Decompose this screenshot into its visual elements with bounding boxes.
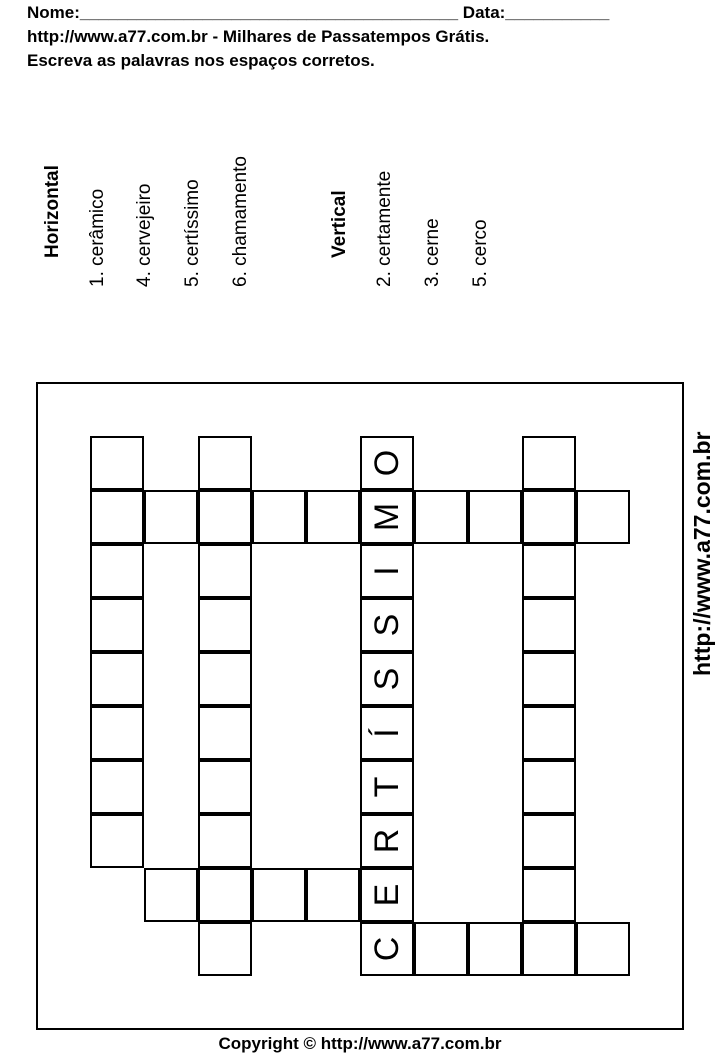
grid-cell[interactable]: [522, 598, 576, 652]
clue-vertical-2: 2. certamente: [374, 170, 395, 287]
grid-cell[interactable]: [360, 922, 414, 976]
grid-cell[interactable]: [468, 922, 522, 976]
grid-cell[interactable]: [522, 706, 576, 760]
puzzle-frame: [36, 382, 684, 1030]
grid-cell[interactable]: [198, 490, 252, 544]
name-date-line: Nome:________________________________________ Data:___________: [27, 3, 610, 22]
grid-letter: Í: [368, 728, 406, 738]
grid-cell[interactable]: [198, 598, 252, 652]
grid-cell[interactable]: [198, 706, 252, 760]
grid-cell[interactable]: [198, 814, 252, 868]
grid-cell[interactable]: [144, 490, 198, 544]
clue-horizontal-4: 4. cervejeiro: [134, 183, 155, 287]
grid-cell[interactable]: [90, 814, 144, 868]
grid-letter: S: [368, 613, 406, 637]
clue-horizontal-1: 1. cerâmico: [87, 188, 108, 287]
grid-cell[interactable]: [360, 706, 414, 760]
grid-letter: E: [368, 883, 406, 907]
grid-cell[interactable]: [360, 868, 414, 922]
grid-cell[interactable]: [252, 490, 306, 544]
instructions: Escreva as palavras nos espaços corretos.: [27, 51, 375, 70]
grid-letter: T: [368, 776, 406, 798]
grid-cell[interactable]: [576, 490, 630, 544]
grid-cell[interactable]: [522, 814, 576, 868]
grid-cell[interactable]: [90, 436, 144, 490]
grid-cell[interactable]: [414, 490, 468, 544]
grid-cell[interactable]: [90, 544, 144, 598]
grid-cell[interactable]: [414, 922, 468, 976]
grid-cell[interactable]: [90, 490, 144, 544]
grid-cell[interactable]: [522, 544, 576, 598]
grid-letter: R: [368, 828, 406, 854]
grid-cell[interactable]: [198, 436, 252, 490]
grid-cell[interactable]: [144, 868, 198, 922]
clue-vertical-3: 3. cerne: [422, 218, 443, 287]
grid-cell[interactable]: [198, 544, 252, 598]
grid-letter: C: [368, 936, 406, 962]
grid-letter: O: [368, 449, 406, 477]
grid-cell[interactable]: [522, 436, 576, 490]
grid-letter: I: [368, 566, 406, 576]
grid-cell[interactable]: [90, 760, 144, 814]
grid-cell[interactable]: [360, 760, 414, 814]
grid-cell[interactable]: [360, 436, 414, 490]
grid-cell[interactable]: [360, 544, 414, 598]
grid-cell[interactable]: [522, 868, 576, 922]
grid-cell[interactable]: [522, 652, 576, 706]
clue-vertical-5: 5. cerco: [470, 219, 491, 287]
grid-cell[interactable]: [198, 922, 252, 976]
grid-cell[interactable]: [360, 652, 414, 706]
horizontal-title: Horizontal: [42, 165, 63, 258]
grid-cell[interactable]: [522, 922, 576, 976]
vertical-title: Vertical: [329, 190, 350, 258]
grid-cell[interactable]: [360, 814, 414, 868]
grid-cell[interactable]: [306, 490, 360, 544]
grid-cell[interactable]: [198, 868, 252, 922]
grid-cell[interactable]: [576, 922, 630, 976]
grid-cell[interactable]: [522, 760, 576, 814]
grid-letter: S: [368, 667, 406, 691]
clue-horizontal-6: 6. chamamento: [230, 156, 251, 287]
copyright-footer: Copyright © http://www.a77.com.br: [218, 1034, 502, 1053]
site-tagline: http://www.a77.com.br - Milhares de Passatempos Grátis.: [27, 27, 490, 46]
grid-cell[interactable]: [90, 598, 144, 652]
grid-cell[interactable]: [252, 868, 306, 922]
grid-letter: M: [368, 502, 406, 532]
grid-cell[interactable]: [306, 868, 360, 922]
grid-cell[interactable]: [360, 490, 414, 544]
grid-cell[interactable]: [198, 760, 252, 814]
grid-cell[interactable]: [468, 490, 522, 544]
grid-cell[interactable]: [90, 652, 144, 706]
side-url: http://www.a77.com.br: [689, 431, 715, 676]
clue-horizontal-5: 5. certíssimo: [182, 179, 203, 287]
grid-cell[interactable]: [198, 652, 252, 706]
grid-cell[interactable]: [90, 706, 144, 760]
grid-cell[interactable]: [360, 598, 414, 652]
grid-cell[interactable]: [522, 490, 576, 544]
